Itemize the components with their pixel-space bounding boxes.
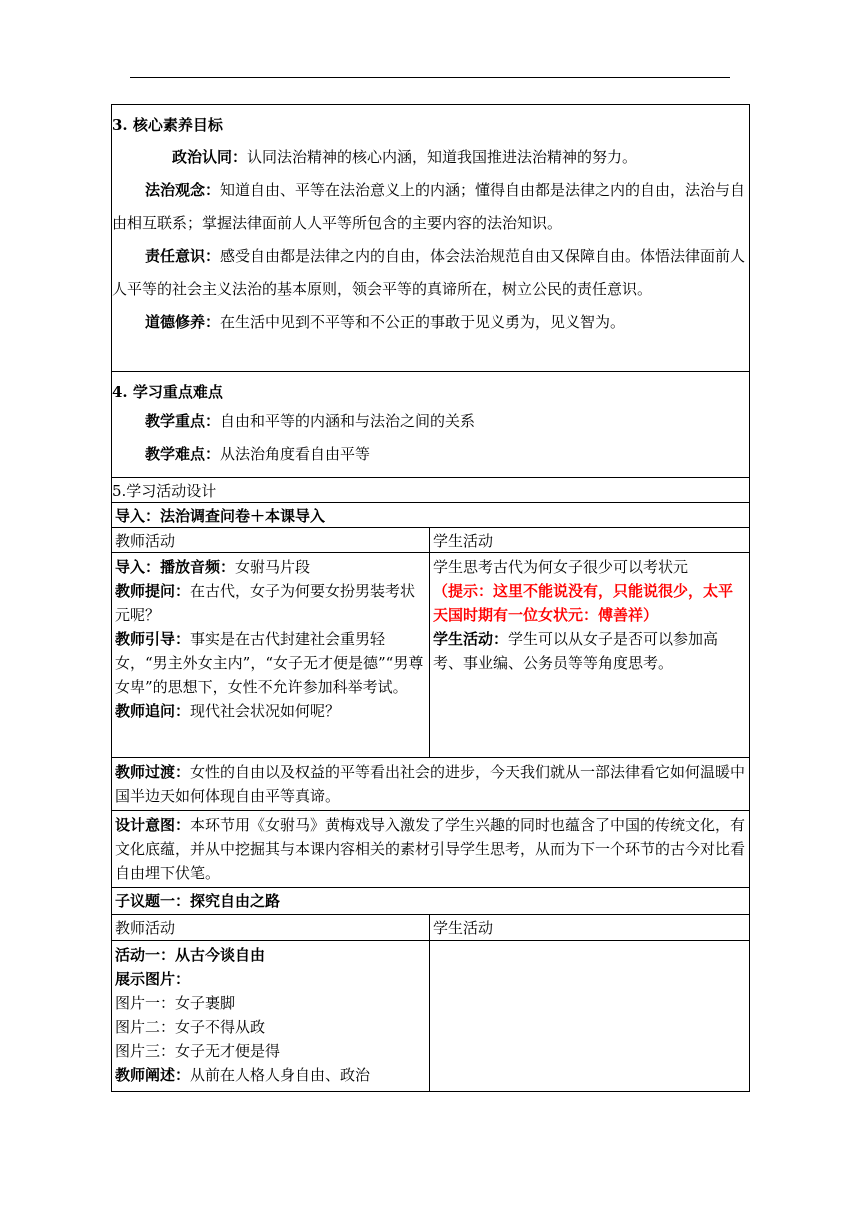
topic1-title-row — [112, 888, 750, 915]
intro-activity-row — [112, 553, 750, 758]
topic1-teacher-cell — [112, 941, 430, 1092]
intro-title: 导入：法治调查问卷＋本课导入 — [112, 503, 750, 528]
intro-transition-row — [112, 758, 750, 811]
intro-teacher-line: 教师提问：在古代，女子为何要女扮男装考状元呢？ — [115, 582, 416, 624]
section3-item-responsibility: 责任意识：感受自由都是法律之内的自由，体会法治规范自由又保障自由。体悟法律面前人人平等的社会主义法治的基本原则，领会平等的真谛所在，树立公民的责任意识。 — [112, 247, 746, 298]
section4-item-difficulty: 教学难点：从法治角度看自由平等 — [145, 445, 371, 463]
topic1-colhead-row — [112, 915, 750, 941]
section5-heading: 5.学习活动设计 — [112, 478, 750, 503]
topic1-title: 子议题一：探究自由之路 — [112, 888, 750, 915]
topic1-explain: 教师阐述：从前在人格人身自由、政治 — [115, 1066, 371, 1084]
intro-teacher-line: 导入：播放音频：女驸马片段 — [115, 558, 311, 576]
section3-item-political: 政治认同：认同法治精神的核心内涵，知道我国推进法治精神的努力。 — [172, 148, 638, 166]
section5-heading-row — [112, 478, 750, 503]
section3-item-morality: 道德修养：在生活中见到不平等和不公正的事敢于见义勇为，见义智为。 — [145, 313, 626, 331]
intro-title-row — [112, 503, 750, 528]
lesson-plan-table — [111, 104, 750, 1092]
topic1-pic-item: 图片三：女子无才便是得 — [115, 1042, 281, 1060]
intro-col-teacher: 教师活动 — [112, 528, 430, 553]
topic1-student-cell — [430, 941, 750, 1092]
topic1-col-teacher: 教师活动 — [112, 915, 430, 941]
intro-teacher-line: 教师追问：现代社会状况如何呢？ — [115, 702, 341, 720]
section4-heading: 4. 学习重点难点 — [112, 383, 223, 401]
section3-heading: 3. 核心素养目标 — [112, 116, 223, 134]
intro-teacher-line: 教师引导：事实是在古代封建社会重男轻女，“男主外女主内”，“女子无才便是德”“男尊女卑”的思想下，女性不允许参加科举考试。 — [115, 630, 424, 696]
header-rule — [130, 77, 730, 78]
intro-student-cell — [430, 553, 750, 758]
intro-design-row — [112, 811, 750, 888]
topic1-activity-row — [112, 941, 750, 1092]
section3-item-law: 法治观念：知道自由、平等在法治意义上的内涵；懂得自由都是法律之内的自由，法治与自由相互联系；掌握法律面前人人平等所包含的主要内容的法治知识。 — [112, 181, 746, 232]
section4-item-key: 教学重点：自由和平等的内涵和与法治之间的关系 — [145, 412, 476, 430]
intro-teacher-cell — [112, 553, 430, 758]
topic1-pic-item: 图片一：女子裹脚 — [115, 994, 236, 1012]
topic1-pic-item: 图片二：女子不得从政 — [115, 1018, 266, 1036]
section4-row — [112, 372, 750, 478]
intro-student-activity: 学生活动：学生可以从女子是否可以参加高考、事业编、公务员等等角度思考。 — [433, 630, 719, 672]
intro-col-student: 学生活动 — [430, 528, 750, 553]
section3-row — [112, 105, 750, 372]
topic1-activity-title: 活动一：从古今谈自由 — [115, 946, 266, 964]
intro-design: 设计意图：本环节用《女驸马》黄梅戏导入激发了学生兴趣的同时也蕴含了中国的传统文化，有文化底蕴，并从中挖掘其与本课内容相关的素材引导学生思考，从而为下一个环节的古今对比看自由埋下伏笔。 — [112, 811, 750, 888]
topic1-show-label: 展示图片： — [115, 970, 191, 988]
intro-colhead-row — [112, 528, 750, 553]
intro-transition: 教师过渡：女性的自由以及权益的平等看出社会的进步，今天我们就从一部法律看它如何温暖中国半边天如何体现自由平等真谛。 — [112, 758, 750, 811]
intro-student-thinking: 学生思考古代为何女子很少可以考状元 — [433, 558, 689, 576]
topic1-col-student: 学生活动 — [430, 915, 750, 941]
intro-student-hint: （提示：这里不能说没有，只能说很少，太平天国时期有一位女状元：傅善祥） — [433, 582, 734, 624]
